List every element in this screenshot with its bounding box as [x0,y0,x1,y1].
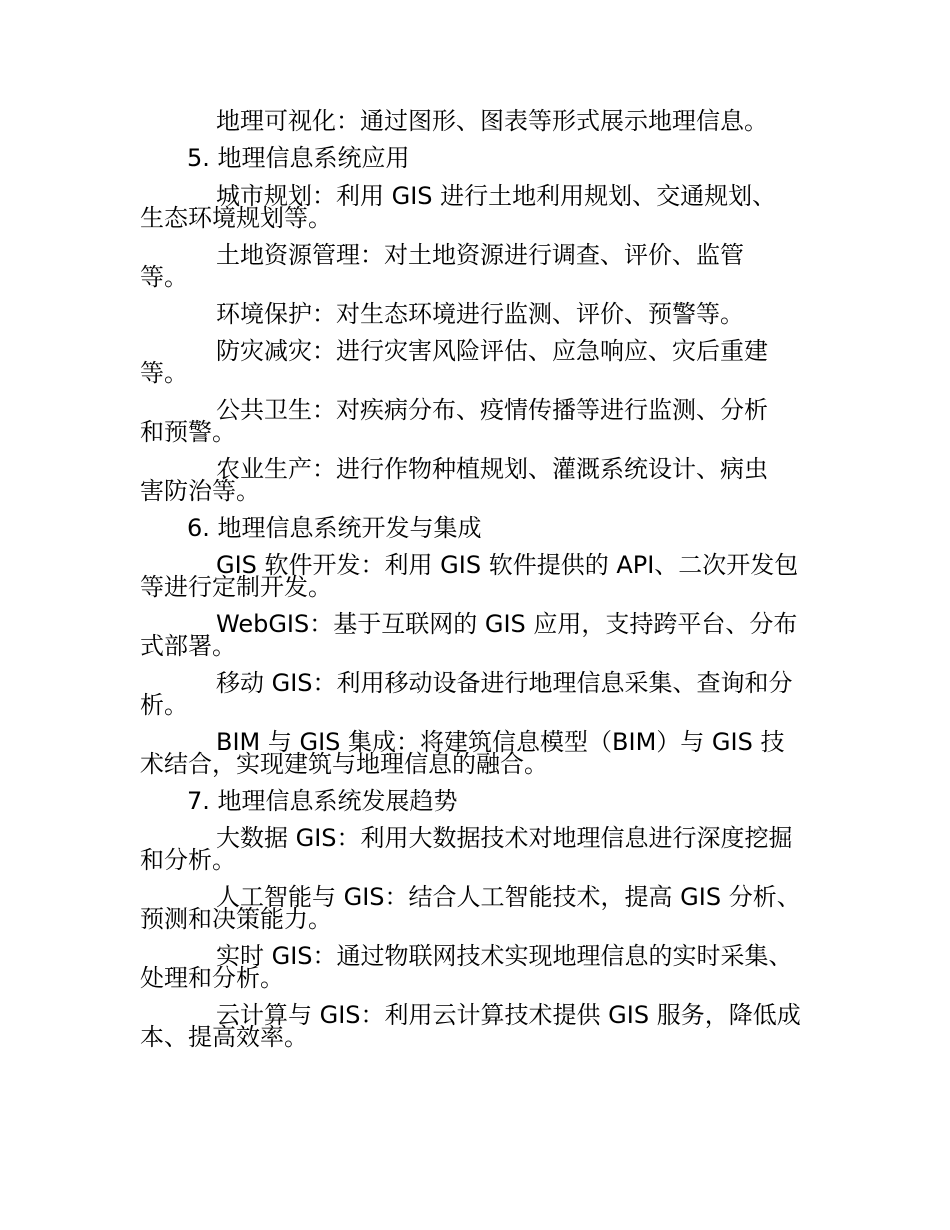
paragraph-text: 农业生产：进行作物种植规划、灌溉系统设计、病虫 [216,455,768,483]
paragraph-text: 析。 [140,691,188,719]
paragraph-text: 等进行定制开发。 [140,573,332,601]
paragraph-text: GIS 软件开发：利用 GIS 软件提供的 API、二次开发包 [216,551,799,579]
paragraph-text: 实时 GIS：通过物联网技术实现地理信息的实时采集、 [216,942,793,970]
paragraph-text: 和预警。 [140,418,236,446]
paragraph-text: 等。 [140,263,188,291]
paragraph-text: 术结合，实现建筑与地理信息的融合。 [140,750,548,778]
paragraph-text: 预测和决策能力。 [140,905,332,933]
paragraph-text: 人工智能与 GIS：结合人工智能技术，提高 GIS 分析、 [216,883,801,911]
section-heading: 6. 地理信息系统开发与集成 [187,514,482,542]
paragraph-text: 移动 GIS：利用移动设备进行地理信息采集、查询和分 [216,669,793,697]
paragraph-text: WebGIS：基于互联网的 GIS 应用，支持跨平台、分布 [216,610,798,638]
paragraph-text: 环境保护：对生态环境进行监测、评价、预警等。 [216,300,744,328]
paragraph-text: 大数据 GIS：利用大数据技术对地理信息进行深度挖掘 [216,824,793,852]
section-heading: 7. 地理信息系统发展趋势 [187,787,458,815]
paragraph-text: 城市规划：利用 GIS 进行土地利用规划、交通规划、 [216,182,777,210]
paragraph-text: 公共卫生：对疾病分布、疫情传播等进行监测、分析 [216,396,768,424]
paragraph-text: 式部署。 [140,632,236,660]
paragraph-text: 地理可视化：通过图形、图表等形式展示地理信息。 [216,107,768,135]
paragraph-text: 云计算与 GIS：利用云计算技术提供 GIS 服务，降低成 [216,1001,801,1029]
paragraph-text: BIM 与 GIS 集成：将建筑信息模型（BIM）与 GIS 技 [216,728,785,756]
section-heading: 5. 地理信息系统应用 [187,144,410,172]
paragraph-text: 生态环境规划等。 [140,204,332,232]
paragraph-text: 等。 [140,359,188,387]
paragraph-text: 处理和分析。 [140,964,284,992]
paragraph-text: 土地资源管理：对土地资源进行调查、评价、监管 [216,241,744,269]
paragraph-text: 防灾减灾：进行灾害风险评估、应急响应、灾后重建 [216,337,768,365]
paragraph-text: 本、提高效率。 [140,1023,308,1051]
paragraph-text: 害防治等。 [140,477,260,505]
paragraph-text: 和分析。 [140,846,236,874]
